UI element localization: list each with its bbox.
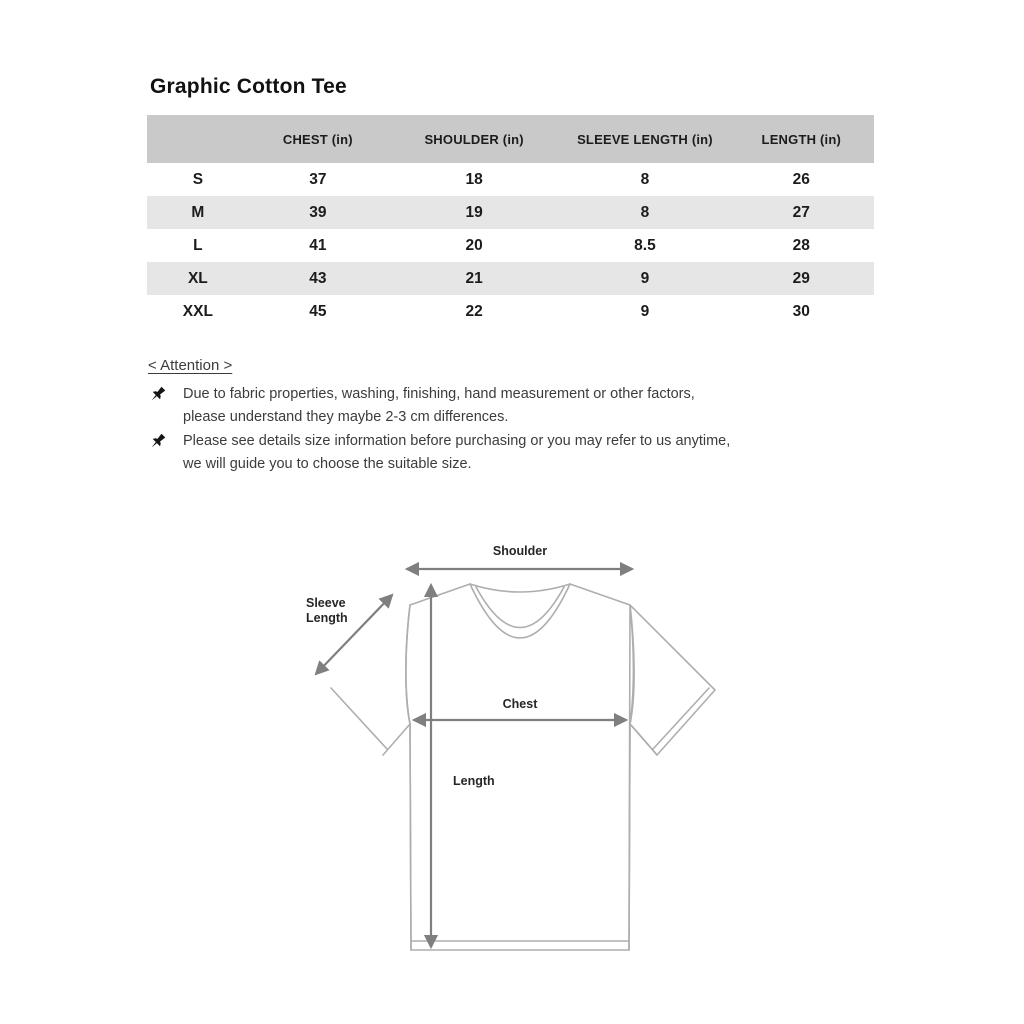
shoulder-label: Shoulder — [492, 544, 548, 558]
chest-value: 41 — [249, 229, 387, 262]
table-row-xxl — [147, 295, 874, 328]
sleeve-length-label-line1: Sleeve — [306, 596, 346, 610]
table-row-s — [147, 163, 874, 196]
column-header-sleeve-length: SLEEVE LENGTH (in) — [561, 115, 728, 163]
chest-value: 39 — [249, 196, 387, 229]
table-row-m — [147, 196, 874, 229]
pushpin-icon — [148, 385, 167, 404]
column-header-shoulder: SHOULDER (in) — [387, 115, 561, 163]
attention-note-text — [183, 383, 695, 428]
size-label: XXL — [147, 295, 249, 328]
attention-note-1 — [148, 383, 868, 428]
length-value: 27 — [729, 196, 874, 229]
attention-section — [148, 357, 868, 477]
length-value: 30 — [729, 295, 874, 328]
chest-value: 45 — [249, 295, 387, 328]
table-row-xl — [147, 262, 874, 295]
sleeve-length-value: 9 — [561, 295, 728, 328]
sleeve-length-value: 8.5 — [561, 229, 728, 262]
size-label: M — [147, 196, 249, 229]
size-table — [147, 115, 874, 328]
column-header-size — [147, 115, 249, 163]
sleeve-length-value: 8 — [561, 196, 728, 229]
sleeve-length-value: 9 — [561, 262, 728, 295]
chest-value: 37 — [249, 163, 387, 196]
note-line: please understand they maybe 2-3 cm differences. — [183, 408, 509, 425]
pushpin-icon — [148, 432, 167, 451]
page-title: Graphic Cotton Tee — [150, 75, 347, 98]
length-value: 26 — [729, 163, 874, 196]
tshirt-diagram-svg — [258, 528, 778, 988]
shoulder-value: 18 — [387, 163, 561, 196]
tshirt-underarm-left — [383, 724, 410, 755]
size-label: S — [147, 163, 249, 196]
length-value: 29 — [729, 262, 874, 295]
left-cuff-stitch — [331, 688, 387, 749]
note-line: we will guide you to choose the suitable size. — [183, 455, 472, 472]
chest-value: 43 — [249, 262, 387, 295]
sleeve-length-label-line2: Length — [306, 611, 348, 625]
attention-note-text — [183, 430, 730, 475]
sleeve-length-value: 8 — [561, 163, 728, 196]
column-header-chest: CHEST (in) — [249, 115, 387, 163]
size-table-header — [147, 115, 874, 163]
length-label: Length — [453, 774, 495, 788]
table-row-l — [147, 229, 874, 262]
shoulder-value: 20 — [387, 229, 561, 262]
length-value: 28 — [729, 229, 874, 262]
note-line: Please see details size information before purchasing or you may refer to us anytime, — [183, 433, 731, 449]
shoulder-value: 21 — [387, 262, 561, 295]
size-label: L — [147, 229, 249, 262]
note-line: Due to fabric properties, washing, finishing, hand measurement or other factors, — [183, 386, 695, 402]
shoulder-value: 19 — [387, 196, 561, 229]
tshirt-measurement-diagram — [258, 528, 778, 988]
chest-label: Chest — [502, 697, 538, 711]
tshirt-outline — [406, 584, 715, 950]
size-label: XL — [147, 262, 249, 295]
attention-heading: < Attention > — [148, 357, 233, 374]
attention-note-2 — [148, 430, 868, 475]
column-header-length: LENGTH (in) — [729, 115, 874, 163]
shoulder-value: 22 — [387, 295, 561, 328]
